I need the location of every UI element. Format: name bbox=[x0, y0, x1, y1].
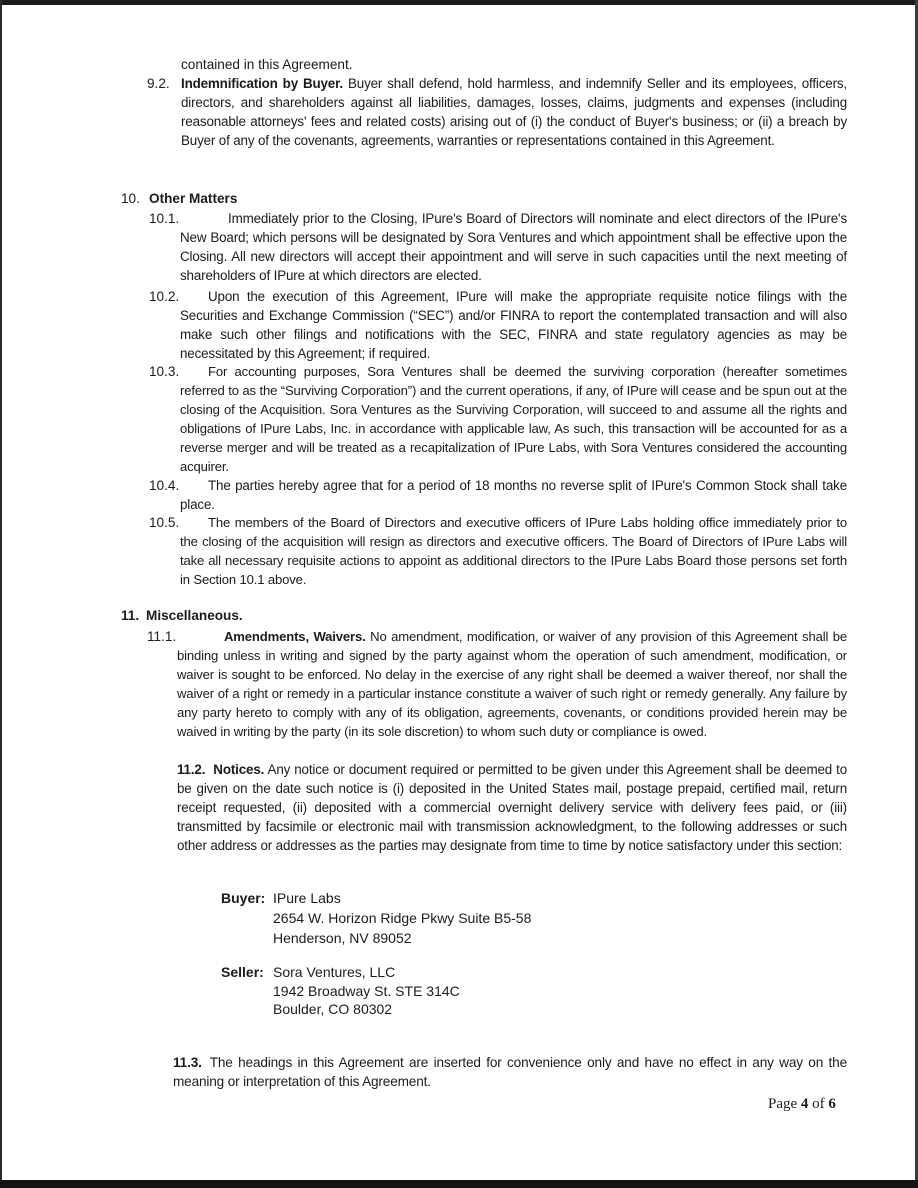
section-body: Buyer shall defend, hold harmless, and indemnify Seller and its employees, officers, directors, and shareholders against all liabilities, damages, losses, claims, judgments and expenses (including reasonable attorneys' fees and related costs) arising out of (i) the conduct of Buyer's business; or (ii) a breach by Buyer of any of the covenants, agreements, warranties or representations contained in this Agreement. bbox=[181, 76, 848, 148]
section-body: No amendment, modification, or waiver of any provision of this Agreement shall be binding unless in writing and signed by the party against whom the operation of such amendment, modification, or waiver is sought to be enforced. No delay in the exercise of any right shall be deemed a waiver thereof, nor shall the waiver of a right or remedy in a particular instance constitute a waiver of such right or remedy generally. Any failure by any party hereto to comply with any of its obligation, agreements, covenants, or conditions provided herein may be waived in writing by the party (in its sole discretion) to whom such duty or compliance is owed. bbox=[177, 629, 848, 739]
continuation-text: contained in this Agreement. bbox=[181, 57, 353, 72]
page-prefix: Page bbox=[768, 1096, 801, 1112]
section-10-4-paragraph: The parties hereby agree that for a period of 18 months no reverse split of IPure's Common Stock shall take place. bbox=[180, 478, 847, 512]
buyer-label: Buyer: bbox=[221, 890, 266, 906]
section-number-11-1: 11.1. bbox=[147, 629, 177, 644]
section-heading-miscellaneous: Miscellaneous. bbox=[146, 608, 243, 623]
page-number-footer bbox=[768, 1096, 836, 1113]
section-11-1-paragraph bbox=[177, 627, 847, 741]
section-body: Any notice or document required or permitted to be given under this Agreement shall be deemed to be given on the date such notice is (i) deposited in the United States mail, postage prepaid, certified mail, return receipt requested, (ii) deposited with a commercial overnight delivery service with delivery fees paid, or (iii) transmitted by facsimile or electronic mail with transmission acknowledgment, to the following addresses or such other address or addresses as the parties may designate from time to time by notice satisfactory under this section: bbox=[177, 762, 847, 853]
section-10-1-paragraph: Immediately prior to the Closing, IPure's Board of Directors will nominate and elect directors of the IPure's New Board; which persons will be designated by Sora Ventures and which appointment shall be effective upon the Closing. All new directors will accept their appointment and will serve in such capacities until the next meeting of shareholders of IPure at which directors are elected. bbox=[180, 211, 847, 283]
total-pages: 6 bbox=[828, 1096, 836, 1112]
section-number-11-3: 11.3. bbox=[173, 1055, 202, 1070]
section-number-10-3: 10.3. bbox=[149, 364, 180, 379]
section-11-3-paragraph bbox=[173, 1053, 847, 1091]
section-number-10: 10. bbox=[121, 191, 140, 206]
buyer-name: IPure Labs bbox=[273, 890, 341, 906]
section-number-9-2: 9.2. bbox=[147, 76, 170, 91]
section-number-10-1: 10.1. bbox=[149, 211, 180, 226]
scan-border-bottom bbox=[0, 1180, 918, 1188]
section-body: The headings in this Agreement are inserted for convenience only and have no effect in any way on the meaning or interpretation of this Agreement. bbox=[173, 1055, 847, 1089]
current-page: 4 bbox=[800, 1096, 809, 1112]
section-number-11: 11. bbox=[121, 608, 140, 623]
section-heading-other-matters: Other Matters bbox=[149, 191, 238, 206]
buyer-address-line2: Henderson, NV 89052 bbox=[273, 930, 412, 946]
scan-border-top bbox=[0, 0, 918, 5]
seller-address-line1: 1942 Broadway St. STE 314C bbox=[273, 983, 460, 999]
section-heading-indemnification: Indemnification by Buyer. bbox=[181, 76, 344, 91]
page-middle: of bbox=[808, 1096, 829, 1112]
scan-border-left bbox=[0, 0, 2, 1188]
section-number-11-2: 11.2. bbox=[177, 762, 206, 777]
section-heading-amendments: Amendments, Waivers. bbox=[224, 629, 366, 644]
buyer-address-line1: 2654 W. Horizon Ridge Pkwy Suite B5-58 bbox=[273, 910, 532, 926]
section-number-10-4: 10.4. bbox=[149, 478, 180, 493]
section-10-5-paragraph: The members of the Board of Directors and executive officers of IPure Labs holding office immediately prior to the closing of the acquisition will resign as directors and executive officers. The Board of Directors of IPure Labs will take all necessary requisite actions to appoint as additional directors to the IPure Labs Board those persons set forth in Section 10.1 above. bbox=[180, 515, 847, 587]
section-10-2-paragraph: Upon the execution of this Agreement, IPure will make the appropriate requisite notice filings with the Securities and Exchange Commission (“SEC”) and/or FINRA to report the contemplated transaction and will also make such other filings and notifications with the SEC, FINRA and state regulatory agencies as may be necessitated by this Agreement; if required. bbox=[180, 289, 847, 361]
section-11-2-paragraph bbox=[177, 760, 847, 855]
section-number-10-5: 10.5. bbox=[149, 515, 180, 530]
seller-label: Seller: bbox=[221, 964, 264, 980]
section-9-2-paragraph bbox=[181, 74, 847, 150]
section-heading-notices: Notices. bbox=[213, 762, 265, 777]
seller-name: Sora Ventures, LLC bbox=[273, 964, 396, 980]
seller-address-line2: Boulder, CO 80302 bbox=[273, 1001, 393, 1017]
section-number-10-2: 10.2. bbox=[149, 289, 180, 304]
section-10-3-paragraph: For accounting purposes, Sora Ventures shall be deemed the surviving corporation (hereafter sometimes referred to as the “Surviving Corporation”) and the current operations, if any, of IPure will cease and be spun out at the closing of the Acquisition. Sora Ventures as the Surviving Corporation, will succeed to and assume all the rights and obligations of IPure Labs, Inc. in accordance with applicable law, As such, this transaction will be accounted for as a reverse merger and will be treated as a recapitalization of IPure Labs, with Sora Ventures considered the accounting acquirer. bbox=[180, 364, 847, 474]
